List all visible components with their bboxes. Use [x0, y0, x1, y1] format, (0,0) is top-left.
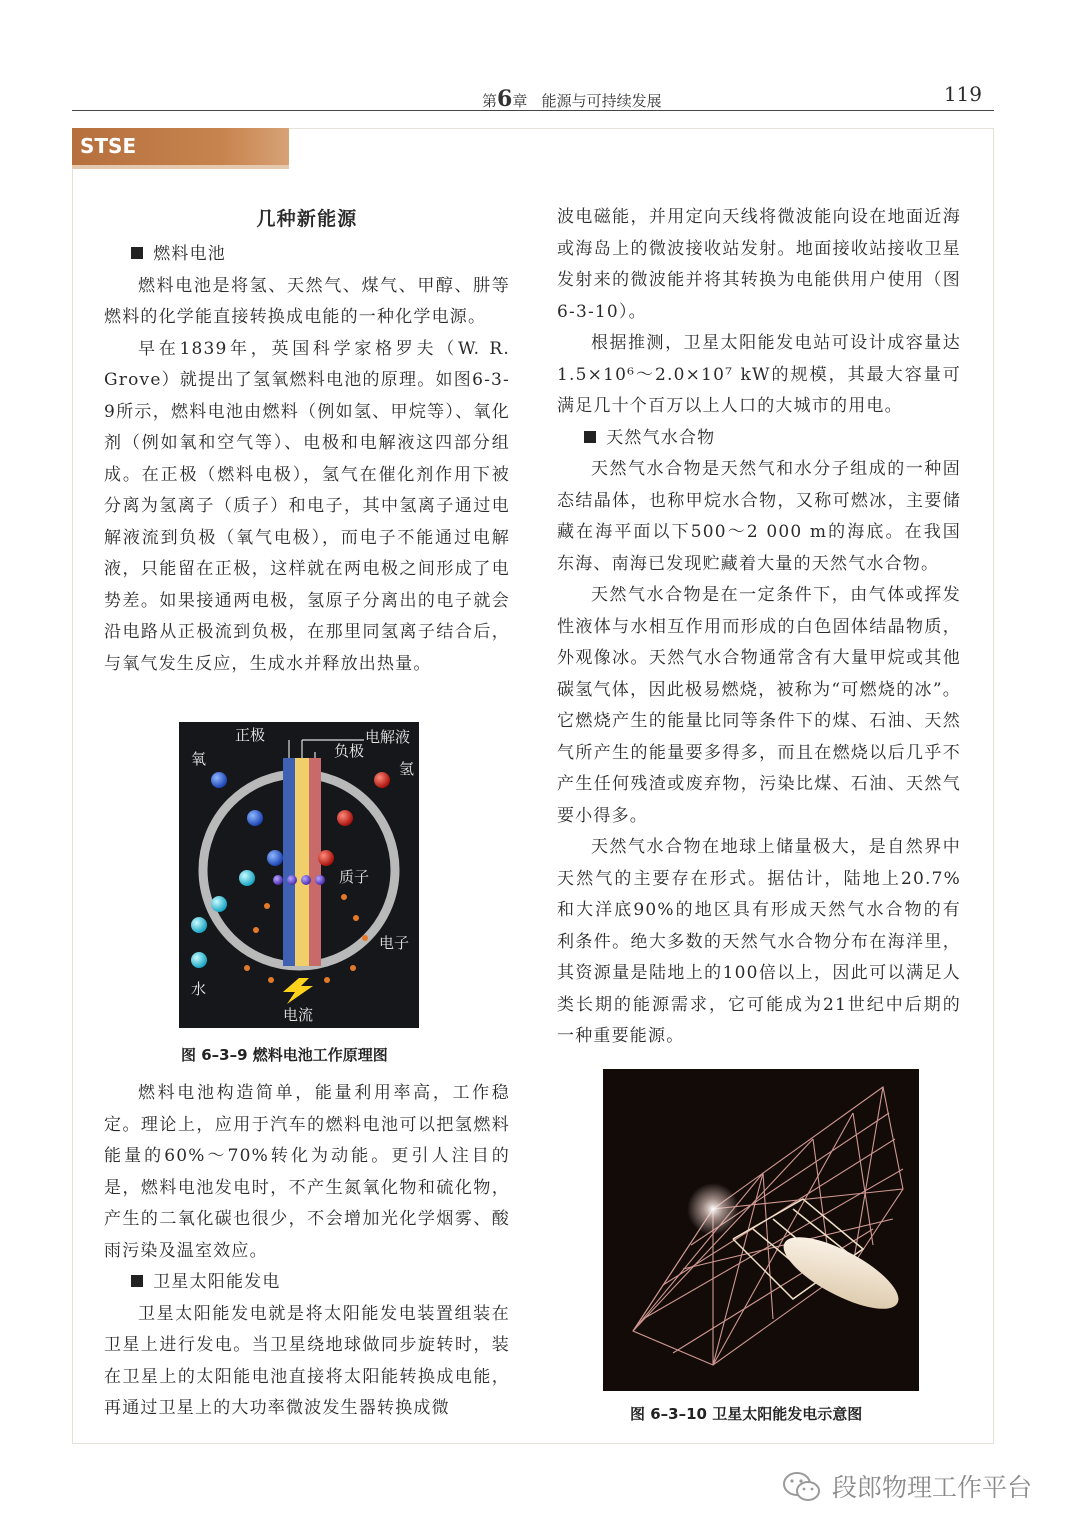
left-column	[104, 204, 510, 680]
satellite-paragraph-1a: 卫星太阳能发电就是将太阳能发电装置组装在卫星上进行发电。当卫星绕地球做同步旋转时，装在卫星上的太阳能电池直接将太阳能转换成电能，再通过卫星上的大功率微波发生器转换成微	[104, 1303, 510, 1418]
section-heading-hydrate	[557, 423, 961, 455]
chapter-number: 6	[497, 86, 513, 112]
proton	[273, 875, 283, 885]
stse-shadow	[72, 165, 289, 169]
hydrate-paragraph-3: 天然气水合物在地球上储量极大，是自然界中天然气的主要存在形式。据估计，陆地上20.7%和大洋底90%的地区具有形成天然气水合物的有利条件。绝大多数的天然气水合物分布在海洋里，其资源量是陆地上的100倍以上，因此可以满足人类长期的能源需求，它可能成为21世纪中后期的一种重要能源。	[557, 837, 961, 1046]
positive-electrode	[283, 758, 295, 966]
square-bullet-icon	[584, 431, 596, 443]
wechat-icon	[782, 1470, 822, 1504]
chapter-prefix: 第	[482, 92, 498, 110]
right-column	[557, 202, 961, 1053]
square-bullet-icon	[131, 247, 143, 259]
oxygen-molecule	[247, 810, 263, 826]
proton	[301, 875, 311, 885]
satellite-heading-text: 卫星太阳能发电	[153, 1272, 281, 1292]
lightning-icon	[283, 978, 313, 1004]
water-molecule	[239, 870, 255, 886]
satellite-solar-photo	[603, 1069, 919, 1391]
fuel-cell-paragraph-3: 燃料电池构造简单，能量利用率高，工作稳定。理论上，应用于汽车的燃料电池可以把氢燃料能量的60%～70%转化为动能。更引人注目的是，燃料电池发电时，不产生氮氧化物和硫化物，产生的二氧化碳也很少，不会增加光化学烟雾、酸雨污染及温室效应。	[104, 1083, 510, 1261]
watermark-text: 段郎物理工作平台	[832, 1473, 1033, 1502]
page-header	[72, 80, 994, 111]
hydrogen-molecule	[318, 850, 334, 866]
hydrogen-molecule	[374, 772, 390, 788]
satellite-paragraph-2: 根据推测，卫星太阳能发电站可设计成容量达1.5×10⁶～2.0×10⁷ kW的规模，其最大容量可满足几十个百万以上人口的大城市的用电。	[557, 333, 961, 416]
figure2-caption: 图 6–3–10 卫星太阳能发电示意图	[630, 1405, 863, 1423]
satellite-solar-illustration	[603, 1069, 919, 1391]
label-positive: 正极	[235, 726, 266, 744]
proton	[287, 875, 297, 885]
water-molecule	[191, 952, 207, 968]
figure1-caption: 图 6–3–9 燃料电池工作原理图	[181, 1046, 388, 1064]
label-electrolyte: 电解液	[365, 728, 411, 746]
chapter-heading	[482, 86, 662, 112]
label-negative: 负极	[334, 742, 365, 760]
label-electron: 电子	[379, 934, 410, 952]
fuel-cell-diagram	[179, 722, 419, 1028]
article-title: 几种新能源	[256, 208, 358, 230]
fuel-cell-paragraph-1: 燃料电池是将氢、天然气、煤气、甲醇、肼等燃料的化学能直接转换成电能的一种化学电源。	[104, 275, 510, 327]
label-proton: 质子	[339, 868, 370, 886]
proton	[315, 875, 325, 885]
section-heading-satellite	[104, 1267, 510, 1299]
chapter-title: 能源与可持续发展	[541, 92, 662, 110]
label-hydrogen: 氢	[399, 760, 415, 778]
page-number: 119	[943, 82, 982, 106]
left-column-lower	[104, 1078, 510, 1425]
square-bullet-icon	[131, 1275, 143, 1287]
hydrate-heading-text: 天然气水合物	[606, 427, 716, 448]
oxygen-molecule	[211, 772, 227, 788]
water-molecule	[191, 917, 207, 933]
label-current: 电流	[283, 1006, 314, 1024]
water-molecule	[211, 896, 227, 912]
hydrate-paragraph-2: 天然气水合物是在一定条件下，由气体或挥发性液体与水相互作用而形成的白色固体结晶物质，外观像冰。天然气水合物通常含有大量甲烷或其他碳氢气体，因此极易燃烧，被称为“可燃烧的冰”。它燃烧产生的能量比同等条件下的煤、石油、天然气所产生的能量要多得多，而且在燃烧以后几乎不产生任何残渣或废弃物，污染比煤、石油、天然气要小得多。	[557, 585, 961, 826]
section-heading-fuel-cell	[104, 239, 510, 271]
label-oxygen: 氧	[191, 750, 207, 768]
chapter-suffix: 章	[512, 92, 528, 110]
hydrogen-molecule	[337, 810, 353, 826]
fuel-cell-diagram-svg	[179, 722, 419, 1028]
stse-label: STSE	[72, 128, 289, 165]
fuel-cell-heading-text: 燃料电池	[153, 244, 226, 264]
oxygen-molecule	[267, 850, 283, 866]
fuel-cell-paragraph-2: 早在1839年，英国科学家格罗夫（W. R. Grove）就提出了氢氧燃料电池的原理。如图6-3-9所示，燃料电池由燃料（例如氢、甲烷等）、氧化剂（例如氧和空气等）、电极和电解液这四部分组成。在正极（燃料电极），氢气在催化剂作用下被分离为氢离子（质子）和电子，其中氢离子通过电解液流到负极（氧气电极），而电子不能通过电解液，只能留在正极，这样就在两电极之间形成了电势差。如果接通两电极，氢原子分离出的电子就会沿电路从正极流到负极，在那里同氢离子结合后，与氧气发生反应，生成水并释放出热量。	[104, 338, 510, 674]
electrolyte-layer	[295, 758, 309, 966]
hydrate-paragraph-1: 天然气水合物是天然气和水分子组成的一种固态结晶体，也称甲烷水合物，又称可燃冰，主要储藏在海平面以下500～2 000 m的海底。在我国东海、南海已发现贮藏着大量的天然气水合物。	[557, 459, 961, 574]
satellite-paragraph-1b: 波电磁能，并用定向天线将微波能向设在地面近海或海岛上的微波接收站发射。地面接收站接收卫星发射来的微波能并将其转换为电能供用户使用（图6-3-10）。	[557, 207, 961, 322]
label-water: 水	[191, 980, 207, 998]
sun-glare	[687, 1183, 739, 1235]
